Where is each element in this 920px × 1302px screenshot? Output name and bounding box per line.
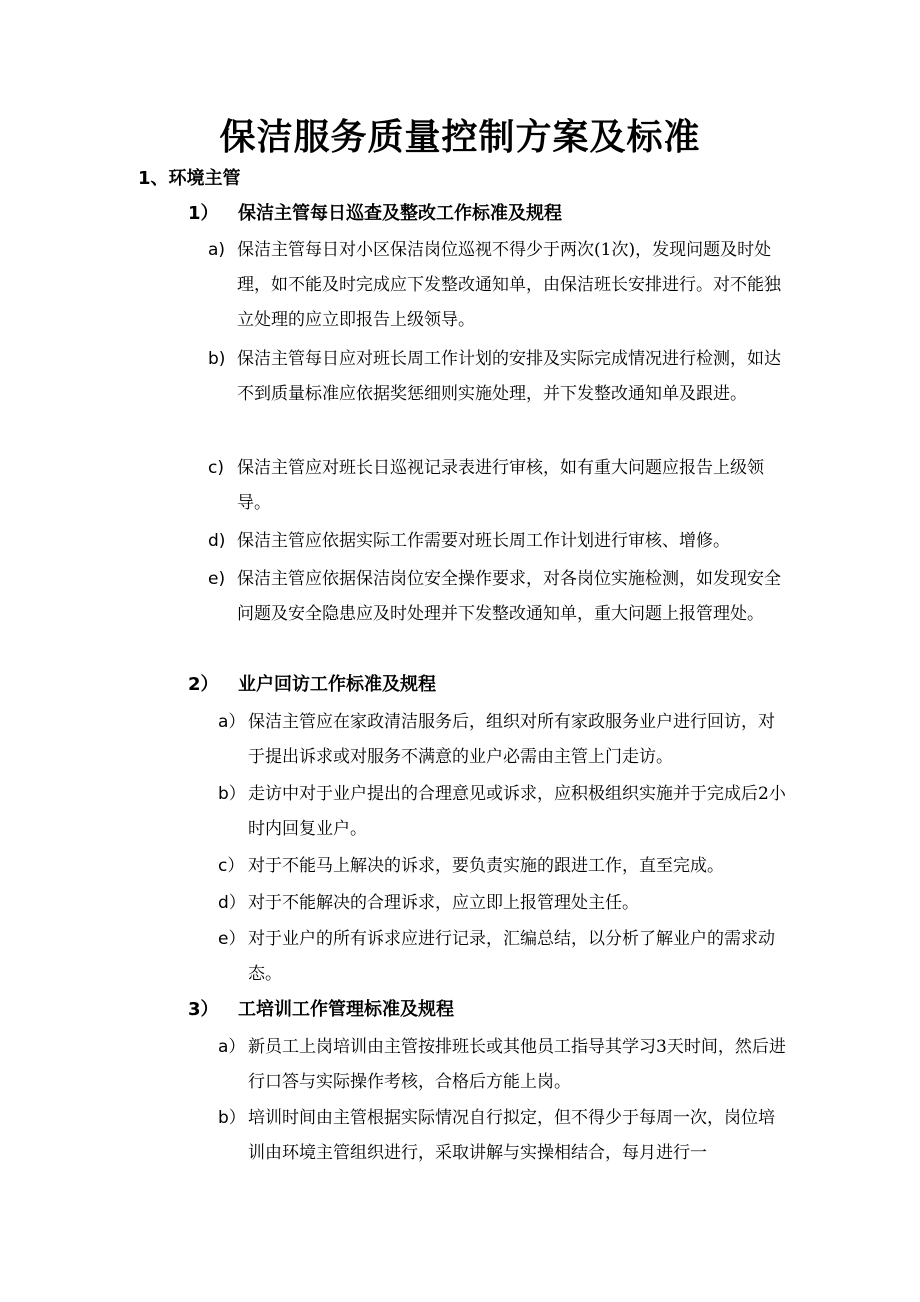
list-item <box>208 562 781 667</box>
item-marker: a） <box>218 1037 246 1057</box>
subsection-title: 保洁主管每日巡查及整改工作标准及规程 <box>238 203 562 224</box>
item-marker: d) <box>208 531 226 551</box>
item-marker: b) <box>208 349 226 369</box>
subsection-number: 3） <box>188 999 219 1020</box>
list-item <box>208 524 756 559</box>
subsection-title: 工培训工作管理标准及规程 <box>238 999 454 1020</box>
list-item <box>218 886 766 921</box>
list-item <box>208 233 781 338</box>
subsection-number: 2） <box>188 674 219 695</box>
item-marker: a) <box>208 240 226 260</box>
list-item <box>208 451 764 521</box>
list-item <box>208 342 781 447</box>
item-text: 对于业户的所有诉求应进行记录，汇编总结，以分析了解业户的需求动态。 <box>248 929 775 984</box>
document-title: 保洁服务质量控制方案及标准 <box>219 116 701 158</box>
item-text: 保洁主管每日应对班长周工作计划的安排及实际完成情况进行检测，如达不到质量标准应依据奖惩细则实施处理，并下发整改通知单及跟进。 <box>237 349 781 404</box>
item-marker: c) <box>208 458 224 478</box>
subsection-number: 1） <box>188 203 219 224</box>
list-item <box>218 777 786 847</box>
item-marker: e） <box>218 929 246 949</box>
list-item <box>218 705 775 775</box>
item-text: 对于不能马上解决的诉求，要负责实施的跟进工作，直至完成。 <box>248 856 724 876</box>
list-item <box>218 1101 775 1171</box>
list-item <box>218 1030 786 1100</box>
item-text: 保洁主管应对班长日巡视记录表进行审核，如有重大问题应报告上级领导。 <box>237 458 764 513</box>
item-text: 走访中对于业户提出的合理意见或诉求，应积极组织实施并于完成后2小时内回复业户。 <box>248 784 786 839</box>
item-marker: d） <box>218 893 246 913</box>
item-marker: e) <box>208 569 226 589</box>
subsection-title: 业户回访工作标准及规程 <box>238 674 436 695</box>
item-text: 培训时间由主管根据实际情况自行拟定，但不得少于每周一次，岗位培训由环境主管组织进行，采取讲解与实操相结合，每月进行一 <box>248 1108 775 1163</box>
list-item <box>218 922 775 992</box>
list-item <box>218 849 766 884</box>
item-text: 新员工上岗培训由主管按排班长或其他员工指导其学习3天时间，然后进行口答与实际操作考核，合格后方能上岗。 <box>248 1037 786 1092</box>
item-marker: a） <box>218 712 246 732</box>
item-text: 保洁主管应在家政清洁服务后，组织对所有家政服务业户进行回访，对于提出诉求或对服务不满意的业户必需由主管上门走访。 <box>248 712 775 767</box>
item-text: 保洁主管应依据实际工作需要对班长周工作计划进行审核、增修。 <box>237 531 730 551</box>
item-text: 保洁主管每日对小区保洁岗位巡视不得少于两次(1次)，发现问题及时处理，如不能及时完成应下发整改通知单，由保洁班长安排进行。对不能独立处理的应立即报告上级领导。 <box>237 240 781 330</box>
section-heading-environment-supervisor: 1、环境主管 <box>138 168 241 189</box>
item-text: 保洁主管应依据保洁岗位安全操作要求，对各岗位实施检测，如发现安全问题及安全隐患应及时处理并下发整改通知单，重大问题上报管理处。 <box>237 569 781 624</box>
item-text: 对于不能解决的合理诉求，应立即上报管理处主任。 <box>248 893 639 913</box>
item-marker: b） <box>218 784 246 804</box>
item-marker: c） <box>218 856 245 876</box>
item-marker: b） <box>218 1108 246 1128</box>
